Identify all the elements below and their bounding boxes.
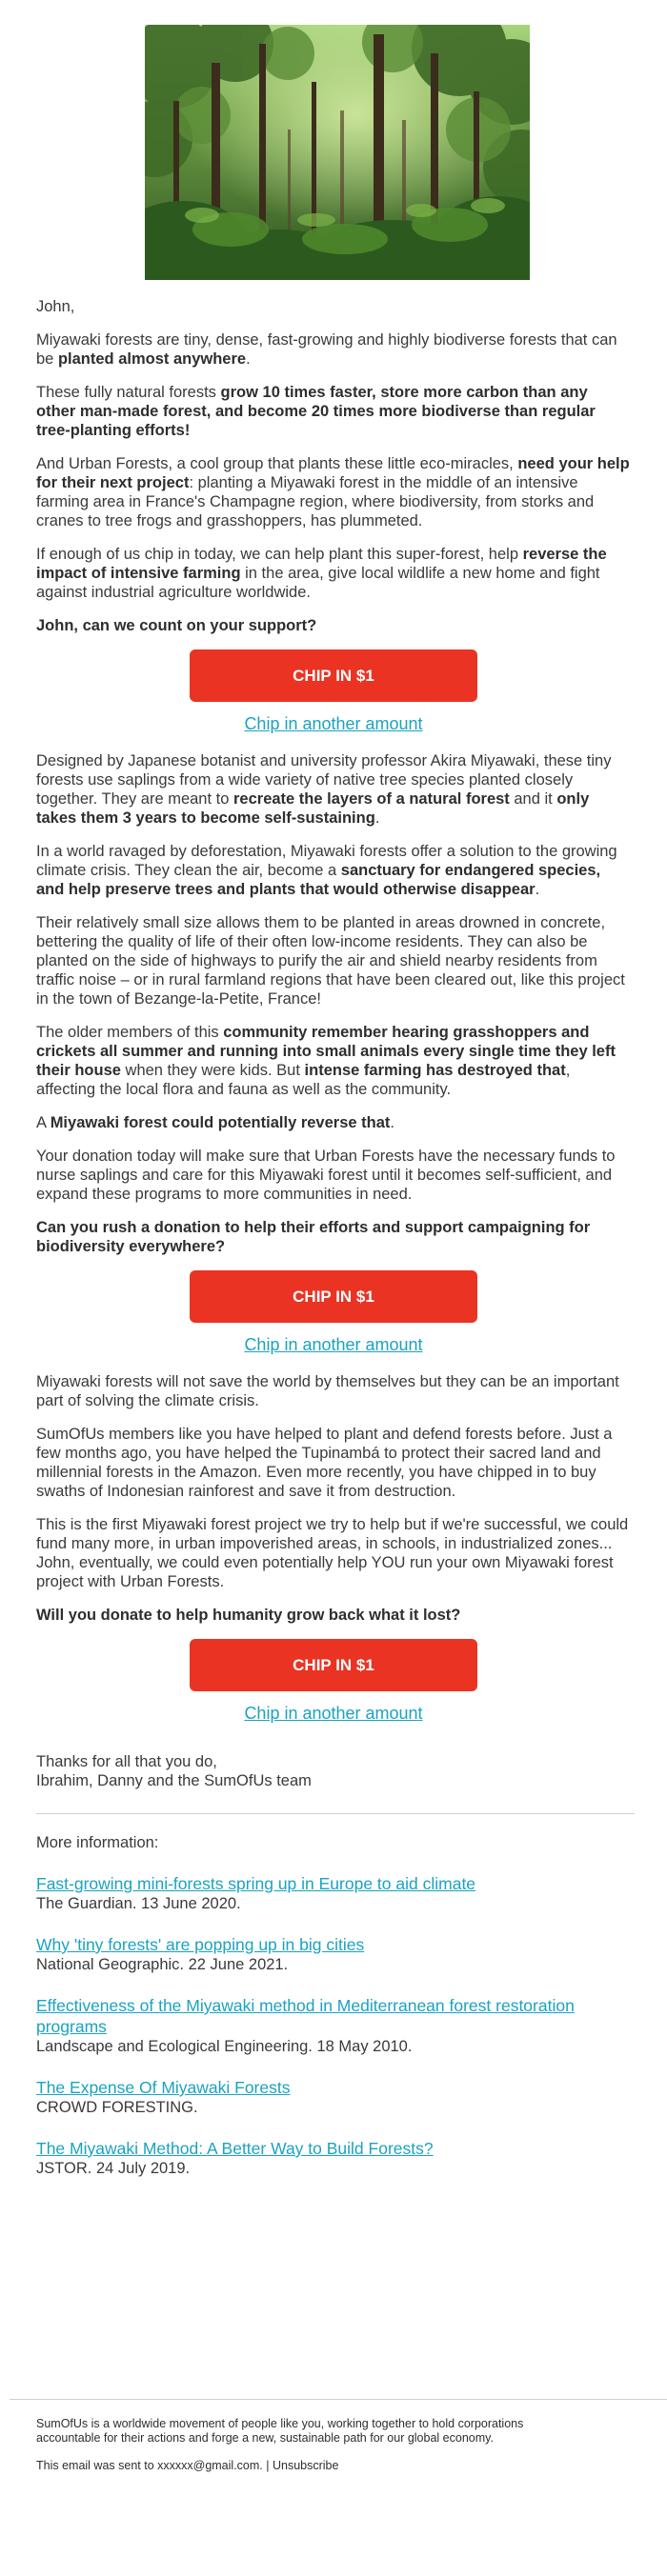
grow-back-question: Will you donate to help humanity grow back what it lost? <box>36 1607 461 1624</box>
chip-in-another-amount-link[interactable]: Chip in another amount <box>244 714 423 733</box>
footer-sent-to: This email was sent to xxxxxx@gmail.com. | Unsubscribe <box>36 2459 339 2472</box>
reference-source: CROWD FORESTING. <box>36 2099 198 2116</box>
reference-item <box>36 1934 631 1974</box>
intro-paragraph: Miyawaki forests are tiny, dense, fast-growing and highly biodiverse forests that can be planted almost anywhere. <box>36 331 617 368</box>
divider <box>36 1813 635 1814</box>
reference-link[interactable]: The Expense Of Miyawaki Forests <box>36 2078 291 2097</box>
reference-item <box>36 2077 631 2117</box>
chip-in-button[interactable]: CHIP IN $1 <box>190 649 477 702</box>
reference-link[interactable]: The Miyawaki Method: A Better Way to Build Forests? <box>36 2139 434 2158</box>
cta-block-3 <box>36 1639 631 1724</box>
size-paragraph: Their relatively small size allows them to be planted in areas drowned in concrete, bettering the quality of life of their often low-income residents. They can also be planted on the side of highways to purify the air and shield nearby residents from traffic noise – or in rural farmland regions that have been cleared out, like this project in the town of Bezange-la-Petite, France! <box>36 914 625 1008</box>
reference-link[interactable]: Why 'tiny forests' are popping up in big cities <box>36 1935 365 1954</box>
benefits-paragraph: These fully natural forests grow 10 times faster, store more carbon than any other man-made forest, and become 20 times more biodiverse than regular tree-planting efforts! <box>36 384 596 439</box>
unsubscribe-link[interactable]: Unsubscribe <box>272 2459 339 2472</box>
chip-in-button[interactable]: CHIP IN $1 <box>190 1270 477 1323</box>
cta-block-2 <box>36 1270 631 1355</box>
members-paragraph: SumOfUs members like you have helped to plant and defend forests before. Just a few months ago, you have helped the Tupinambá to protect their sacred land and millennial forests in the Amazon. Even more recently, you have chipped in to buy swaths of Indonesian rainforest and save it from destruction. <box>36 1426 613 1500</box>
reference-link[interactable]: Effectiveness of the Miyawaki method in Mediterranean forest restoration programs <box>36 1996 575 2036</box>
footer-content <box>36 2417 570 2473</box>
forest-illustration <box>145 25 530 280</box>
reference-source: JSTOR. 24 July 2019. <box>36 2160 191 2177</box>
footer <box>10 2399 667 2486</box>
reverse-paragraph: A Miyawaki forest could potentially reverse that. <box>36 1114 394 1131</box>
more-info-heading: More information: <box>36 1834 159 1851</box>
reference-source: The Guardian. 13 June 2020. <box>36 1895 241 1912</box>
community-paragraph: The older members of this community remember hearing grasshoppers and crickets all summer and running into small animals every single time they left their house when they were kids. But intense farming has destroyed that, affecting the local flora and fauna as well as the community. <box>36 1024 616 1098</box>
reference-item <box>36 2138 631 2178</box>
deforestation-paragraph: In a world ravaged by deforestation, Miyawaki forests offer a solution to the growing climate crisis. They clean the air, become a sanctuary for endangered species, and help preserve trees and plants that would otherwise disappear. <box>36 843 617 898</box>
first-project-paragraph: This is the first Miyawaki forest project we try to help but if we're successful, we could fund many more, in urban impoverished areas, in schools, in industrialized zones... John, eventually, we could even potentially help YOU run your own Miyawaki forest project with Urban Forests. <box>36 1516 629 1590</box>
hero-forest-image <box>145 25 530 280</box>
chip-in-button[interactable]: CHIP IN $1 <box>190 1639 477 1691</box>
reference-item <box>36 1873 631 1913</box>
cta-block-1 <box>36 649 631 734</box>
donation-paragraph: Your donation today will make sure that Urban Forests have the necessary funds to nurse saplings and care for this Miyawaki forest until it becomes self-sufficient, and expand these programs to more communities in need. <box>36 1148 616 1203</box>
design-paragraph: Designed by Japanese botanist and university professor Akira Miyawaki, these tiny forests use saplings from a wide variety of native tree species planted closely together. They are meant to recreate the layers of a natural forest and it only takes them 3 years to become self-sustaining. <box>36 752 612 827</box>
reference-link[interactable]: Fast-growing mini-forests spring up in Europe to aid climate <box>36 1874 476 1893</box>
reference-source: National Geographic. 22 June 2021. <box>36 1956 289 1973</box>
reference-source: Landscape and Ecological Engineering. 18 May 2010. <box>36 2038 413 2055</box>
chip-in-another-amount-link[interactable]: Chip in another amount <box>244 1704 423 1723</box>
reference-item <box>36 1995 631 2056</box>
chip-in-another-amount-link[interactable]: Chip in another amount <box>244 1335 423 1354</box>
rush-donation-question: Can you rush a donation to help their efforts and support campaigning for biodiversity everywhere? <box>36 1219 591 1255</box>
signoff: Thanks for all that you do, Ibrahim, Danny and the SumOfUs team <box>36 1753 312 1789</box>
email-content <box>36 297 631 2199</box>
project-paragraph: And Urban Forests, a cool group that plants these little eco-miracles, need your help for their next project: planting a Miyawaki forest in the middle of an intensive farming area in France's Champagne region, where biodiversity, from storks and cranes to tree frogs and grasshoppers, has plummeted. <box>36 455 630 529</box>
impact-paragraph: If enough of us chip in today, we can help plant this super-forest, help reverse the impact of intensive farming in the area, give local wildlife a new home and fight against industrial agriculture worldwide. <box>36 546 607 601</box>
climate-paragraph: Miyawaki forests will not save the world by themselves but they can be an important part of solving the climate crisis. <box>36 1373 619 1409</box>
support-question: John, can we count on your support? <box>36 617 317 634</box>
greeting: John, <box>36 298 75 315</box>
footer-about: SumOfUs is a worldwide movement of people like you, working together to hold corporations accountable for their actions and forge a new, sustainable path for our global economy. <box>36 2417 524 2445</box>
